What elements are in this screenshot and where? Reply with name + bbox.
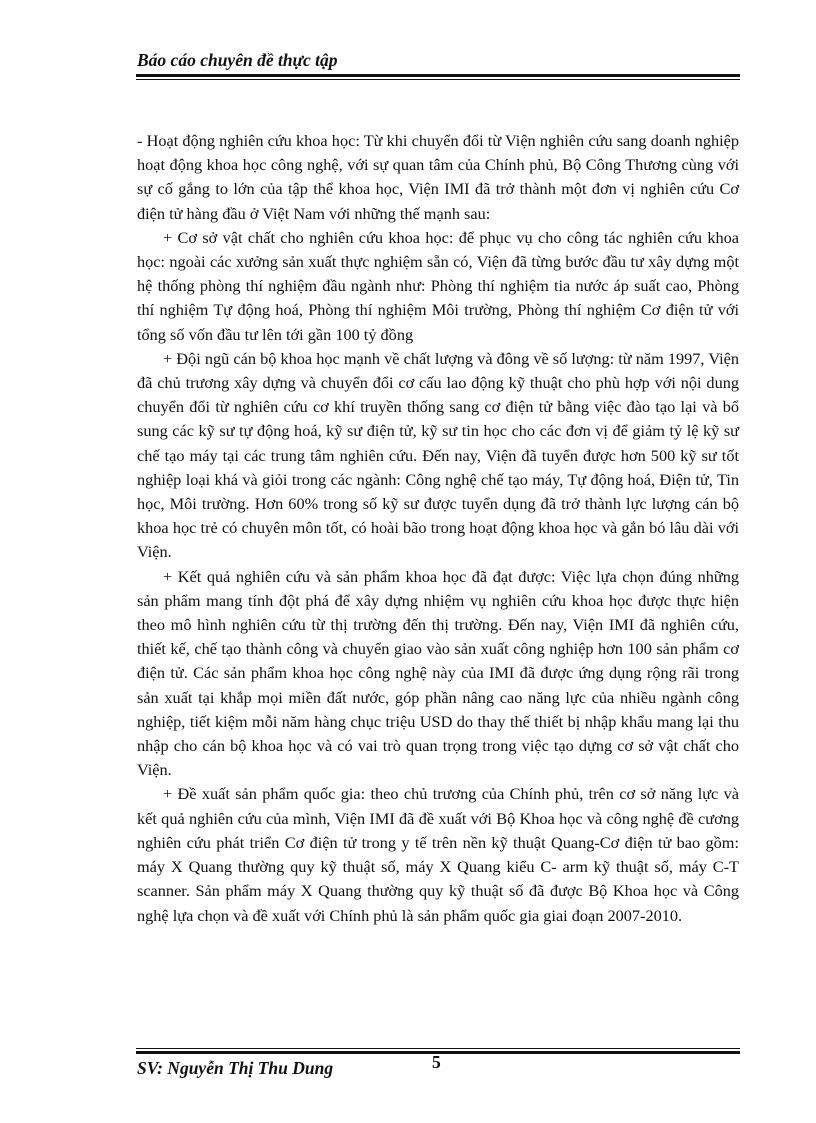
footer-row <box>136 1052 740 1083</box>
header-rule-thick <box>136 74 740 77</box>
document-body <box>137 129 739 928</box>
paragraph-facilities: + Cơ sở vật chất cho nghiên cứu khoa học: để phục vụ cho công tác nghiên cứu khoa học: ngoài các xưởng sản xuất thực nghiệm sẵn có, Viện đã từng bước đầu tư xây dựng một hệ thống phòng thí nghiệm đầu ngành như: Phòng thí nghiệm tia nước áp suất cao, Phòng thí nghiệm Tự động hoá, Phòng thí nghiệm Môi trường, Phòng thí nghiệm Cơ điện tử với tổng số vốn đầu tư lên tới gần 100 tỷ đồng <box>137 227 739 344</box>
header-rule-thin <box>136 79 740 80</box>
footer-rule-thin <box>136 1048 740 1049</box>
paragraph-staff: + Đội ngũ cán bộ khoa học mạnh về chất lượng và đông về số lượng: từ năm 1997, Viện đã chủ trương xây dựng và chuyển đổi cơ cấu lao động kỹ thuật cho phù hợp với nội dung chuyển đổi từ nghiên cứu cơ khí truyền thống sang cơ điện tử bằng việc đào tạo lại và bổ sung các kỹ sư tự động hoá, kỹ sư điện tử, kỹ sư tin học cho các đơn vị để giảm tỷ lệ kỹ sư chế tạo máy tại các trung tâm nghiên cứu. Đến nay, Viện đã tuyển được hơn 500 kỹ sư tốt nghiệp loại khá và giỏi trong các ngành: Công nghệ chế tạo máy, Tự động hoá, Điện tử, Tin học, Môi trường. Hơn 60% trong số kỹ sư được tuyển dụng đã trở thành lực lượng cán bộ khoa học trẻ có chuyên môn tốt, có hoài bão trong hoạt động khoa học và gắn bó lâu dài với Viện. <box>137 348 739 562</box>
paragraph-research-activities: - Hoạt động nghiên cứu khoa học: Từ khi chuyển đổi từ Viện nghiên cứu sang doanh nghiệp hoạt động khoa học công nghệ, với sự quan tâm của Chính phủ, Bộ Công Thương cùng với sự cố gắng to lớn của tập thể khoa học, Viện IMI đã trở thành một đơn vị nghiên cứu Cơ điện tử hàng đầu ở Việt Nam với những thế mạnh sau: <box>137 131 739 223</box>
student-name: SV: Nguyễn Thị Thu Dung <box>137 1058 334 1078</box>
page-number: 5 <box>432 1052 441 1072</box>
paragraph-national-product: + Đề xuất sản phẩm quốc gia: theo chủ trương của Chính phủ, trên cơ sở năng lực và kết quả nghiên cứu của mình, Viện IMI đã đề xuất với Bộ Khoa học và công nghệ đề cương nghiên cứu phát triển Cơ điện tử trong y tế trên nền kỹ thuật Quang-Cơ điện tử bao gồm: máy X Quang thường quy kỹ thuật số, máy X Quang kiểu C- arm kỹ thuật số, máy C-T scanner. Sản phẩm máy X Quang thường quy kỹ thuật số đã được Bộ Khoa học và Công nghệ lựa chọn và đề xuất với Chính phủ là sản phẩm quốc gia giai đoạn 2007-2010. <box>137 784 739 925</box>
paragraph-results: + Kết quả nghiên cứu và sản phẩm khoa học đã đạt được: Việc lựa chọn đúng những sản phẩm mang tính đột phá để xây dựng nhiệm vụ nghiên cứu khoa học được thực hiện theo mô hình nghiên cứu từ thị trường đến thị trường. Đến nay, Viện IMI đã nghiên cứu, thiết kế, chế tạo thành công và chuyển giao vào sản xuất công nghiệp hơn 100 sản phẩm cơ điện tử. Các sản phẩm khoa học công nghệ này của IMI đã được ứng dụng rộng rãi trong sản xuất tại khắp mọi miền đất nước, góp phần nâng cao năng lực của nhiều ngành công nghiệp, tiết kiệm mỗi năm hàng chục triệu USD do thay thế thiết bị nhập khẩu mang lại thu nhập cho cán bộ khoa học và có vai trò quan trọng trong việc tạo dựng cơ sở vật chất cho Viện. <box>137 566 739 780</box>
page-footer <box>136 1048 740 1083</box>
page-header <box>136 49 740 80</box>
header-title: Báo cáo chuyên đề thực tập <box>137 50 338 70</box>
